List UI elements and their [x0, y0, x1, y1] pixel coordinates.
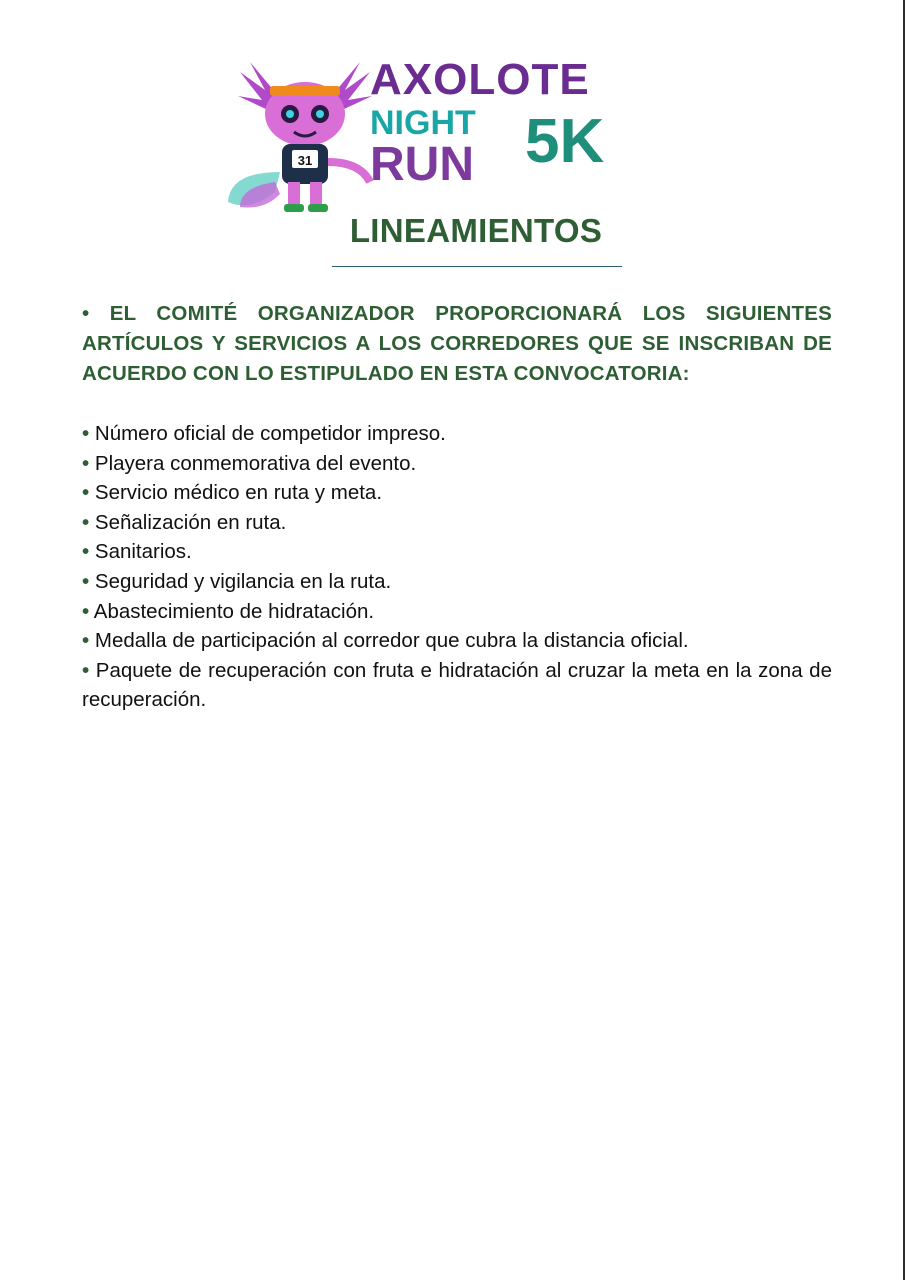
bullet-icon: •: [82, 629, 90, 653]
bullet-icon: •: [82, 599, 90, 623]
services-list: [82, 419, 832, 715]
title-underline: [332, 266, 622, 267]
bullet-icon: •: [82, 569, 90, 593]
list-item-text: Paquete de recuperación con fruta e hidratación al cruzar la meta en la zona de recuperación.: [82, 658, 832, 712]
list-item-text: Seguridad y vigilancia en la ruta.: [94, 569, 392, 593]
axolotl-mascot-icon: [228, 62, 372, 212]
list-item-text: Sanitarios.: [94, 540, 192, 564]
intro-bullet: •: [82, 302, 90, 325]
list-item: [82, 656, 832, 715]
bullet-icon: •: [82, 540, 90, 564]
list-item: [82, 478, 832, 508]
bullet-icon: •: [82, 422, 90, 445]
logo-line-night: NIGHT: [370, 104, 476, 142]
list-item: [82, 419, 832, 449]
list-item-text: Señalización en ruta.: [94, 510, 287, 534]
intro-text: EL COMITÉ ORGANIZADOR PROPORCIONARÁ LOS SIGUIENTES ARTÍCULOS Y SERVICIOS A LOS CORREDORES QUE SE INSCRIBAN DE ACUERDO CON LO ESTIPULADO EN ESTA CONVOCATORIA:: [82, 302, 832, 385]
list-item: [82, 597, 832, 627]
logo-distance: 5K: [525, 107, 605, 176]
list-item-text: Servicio médico en ruta y meta.: [94, 481, 383, 505]
bullet-icon: •: [82, 481, 90, 505]
list-item-text: Abastecimiento de hidratación.: [93, 599, 375, 623]
bullet-icon: •: [82, 451, 90, 475]
list-item-text: Playera conmemorativa del evento.: [94, 451, 417, 475]
logo-line-run: RUN: [370, 138, 474, 191]
list-item: [82, 626, 832, 656]
list-item: [82, 508, 832, 538]
bib-number: 31: [297, 153, 313, 168]
list-item: [82, 567, 832, 597]
intro-paragraph: [82, 299, 832, 389]
list-item: [82, 449, 832, 479]
bullet-icon: •: [82, 510, 90, 534]
bullet-icon: •: [82, 658, 90, 682]
list-item-text: Medalla de participación al corredor que cubra la distancia oficial.: [94, 629, 689, 653]
list-item: [82, 537, 832, 567]
list-item-text: Número oficial de competidor impreso.: [94, 422, 446, 445]
page-title: LINEAMIENTOS: [349, 212, 603, 249]
logo-line-axolote: AXOLOTE: [370, 55, 590, 104]
event-logo: [220, 52, 630, 222]
